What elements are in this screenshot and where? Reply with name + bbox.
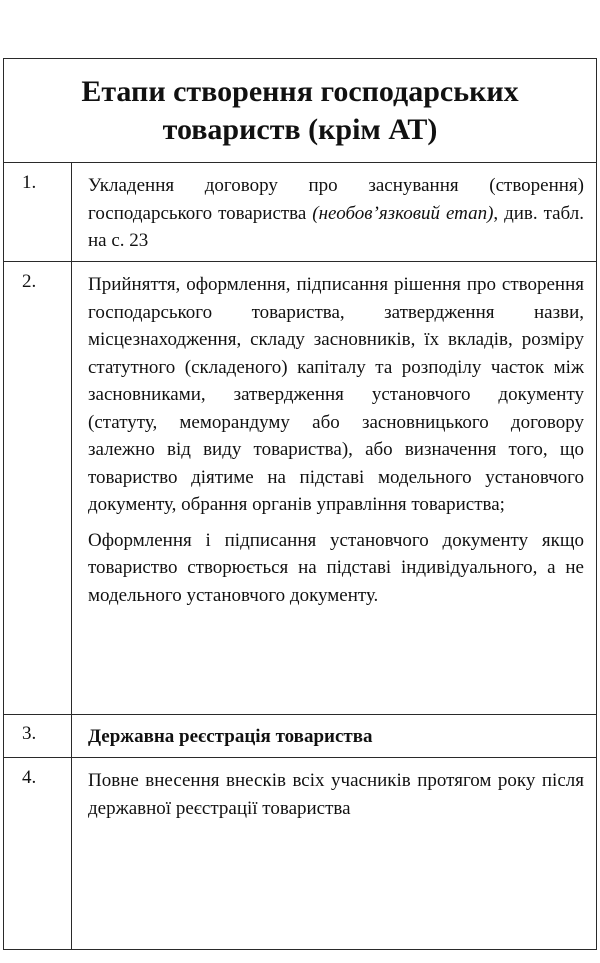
table-row: [4, 261, 596, 715]
table-row: [4, 162, 596, 262]
title-line-1: Етапи створення господарських: [81, 74, 519, 108]
row-text: [88, 271, 584, 609]
row-number: 1.: [22, 172, 37, 193]
title-line-2: товариств (крім АТ): [162, 112, 438, 146]
row-text: Повне внесення внесків всіх учасників протягом року після державної реєстрації товариства: [88, 770, 584, 819]
table-title: [4, 59, 596, 163]
row-number: 3.: [22, 723, 37, 744]
row-text-italic: (необов’язковий етап): [312, 202, 494, 224]
row-text-part: Укладення договору про заснування (створення) господарського товариства: [88, 175, 584, 224]
table-row: [4, 714, 596, 758]
row-text: Державна реєстрація товариства: [88, 726, 373, 747]
row-number: 2.: [22, 271, 37, 292]
row-paragraph: Прийняття, оформлення, підписання рішення про створення господарського товариства, затвердження назви, місцезнаходження, складу засновників, їх вкладів, розміру статутного (складеного) капіталу та розподілу часток між засновниками, затвердження установчого документу (статуту, меморандуму або засновницького договору залежно від виду товариства), або визначення того, що товариство діятиме на підставі модельного установчого документу, обрання органів управління товариства;: [88, 274, 584, 515]
row-text: [88, 172, 584, 255]
row-paragraph: Оформлення і підписання установчого документу якщо товариство створюється на підставі індивідуального, а не модельного установчого документу.: [88, 529, 584, 606]
stages-table: [3, 58, 597, 950]
row-text-part: , див. табл. на с. 23: [88, 202, 584, 251]
table-row: [4, 757, 596, 949]
row-number: 4.: [22, 767, 37, 788]
